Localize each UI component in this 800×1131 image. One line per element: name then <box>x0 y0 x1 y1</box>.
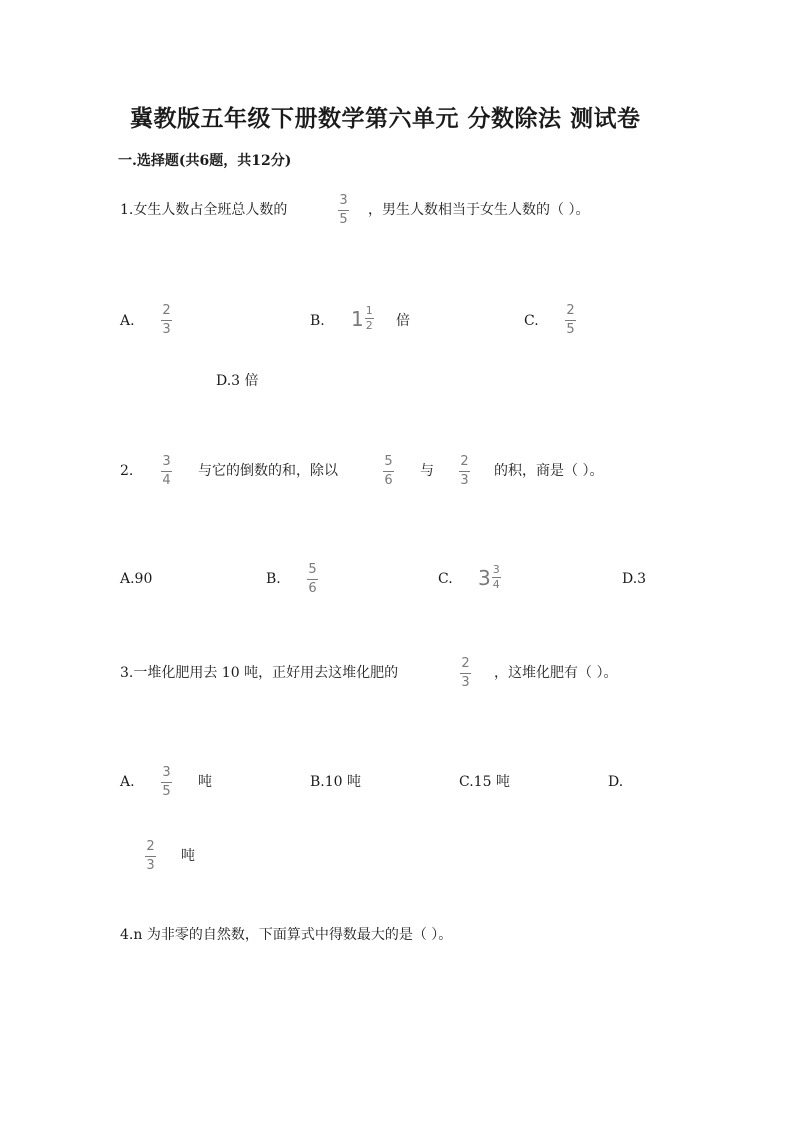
question-2-fraction-3: 2 3 <box>460 454 469 488</box>
question-3-option-a-label: A. <box>120 774 135 790</box>
question-1-option-a-fraction: 2 3 <box>162 303 171 337</box>
question-2-fraction-2: 5 6 <box>384 454 393 488</box>
question-3-option-a-fraction: 3 5 <box>162 765 171 799</box>
question-3-option-b: B.10 吨 <box>310 774 362 790</box>
question-1-option-a-label: A. <box>120 313 135 329</box>
question-2-option-b-fraction: 5 6 <box>308 562 317 596</box>
question-3-fraction: 2 3 <box>461 656 470 690</box>
question-1-text-post: ，男生人数相当于女生人数的（ ）。 <box>368 202 590 218</box>
question-4-text: 4.n 为非零的自然数，下面算式中得数最大的是（ ）。 <box>120 927 453 943</box>
question-2-option-a: A.90 <box>120 571 153 587</box>
question-2-option-d: D.3 <box>622 571 647 587</box>
question-2-text-mid-2: 与 <box>420 463 434 479</box>
question-2-option-c-label: C. <box>438 571 453 587</box>
question-1-option-c-label: C. <box>524 313 539 329</box>
question-1-option-c-fraction: 2 5 <box>566 303 575 337</box>
question-3-option-d-label: D. <box>608 774 624 790</box>
question-3-option-c: C.15 吨 <box>459 774 510 790</box>
question-1-fraction: 3 5 <box>339 193 348 227</box>
question-3-text-post: ，这堆化肥有（ ）。 <box>494 665 618 681</box>
question-2-fraction-1: 3 4 <box>162 454 171 488</box>
question-2-text-mid-1: 与它的倒数的和，除以 <box>198 463 338 479</box>
question-1-option-b-label: B. <box>310 313 325 329</box>
question-2-option-c-mixed-number: 3 3 4 <box>478 563 500 591</box>
question-2-number: 2. <box>120 463 134 479</box>
question-3-option-d-unit: 吨 <box>181 848 195 864</box>
question-2-option-b-label: B. <box>266 571 281 587</box>
question-3-option-a-unit: 吨 <box>198 774 212 790</box>
question-1-option-b-unit: 倍 <box>396 313 410 329</box>
question-3-option-d-fraction: 2 3 <box>146 839 155 873</box>
question-2-text-post: 的积，商是（ ）。 <box>494 463 604 479</box>
question-1-option-b-mixed-number: 1 1 2 <box>351 304 373 332</box>
question-1-text-pre: 1.女生人数占全班总人数的 <box>120 202 288 218</box>
question-1-option-d: D.3 倍 <box>216 373 259 389</box>
section-heading: 一.选择题(共6题，共12分) <box>118 153 292 169</box>
page-title: 冀教版五年级下册数学第六单元 分数除法 测试卷 <box>130 105 641 132</box>
question-3-text-pre: 3.一堆化肥用去 10 吨，正好用去这堆化肥的 <box>120 665 399 681</box>
